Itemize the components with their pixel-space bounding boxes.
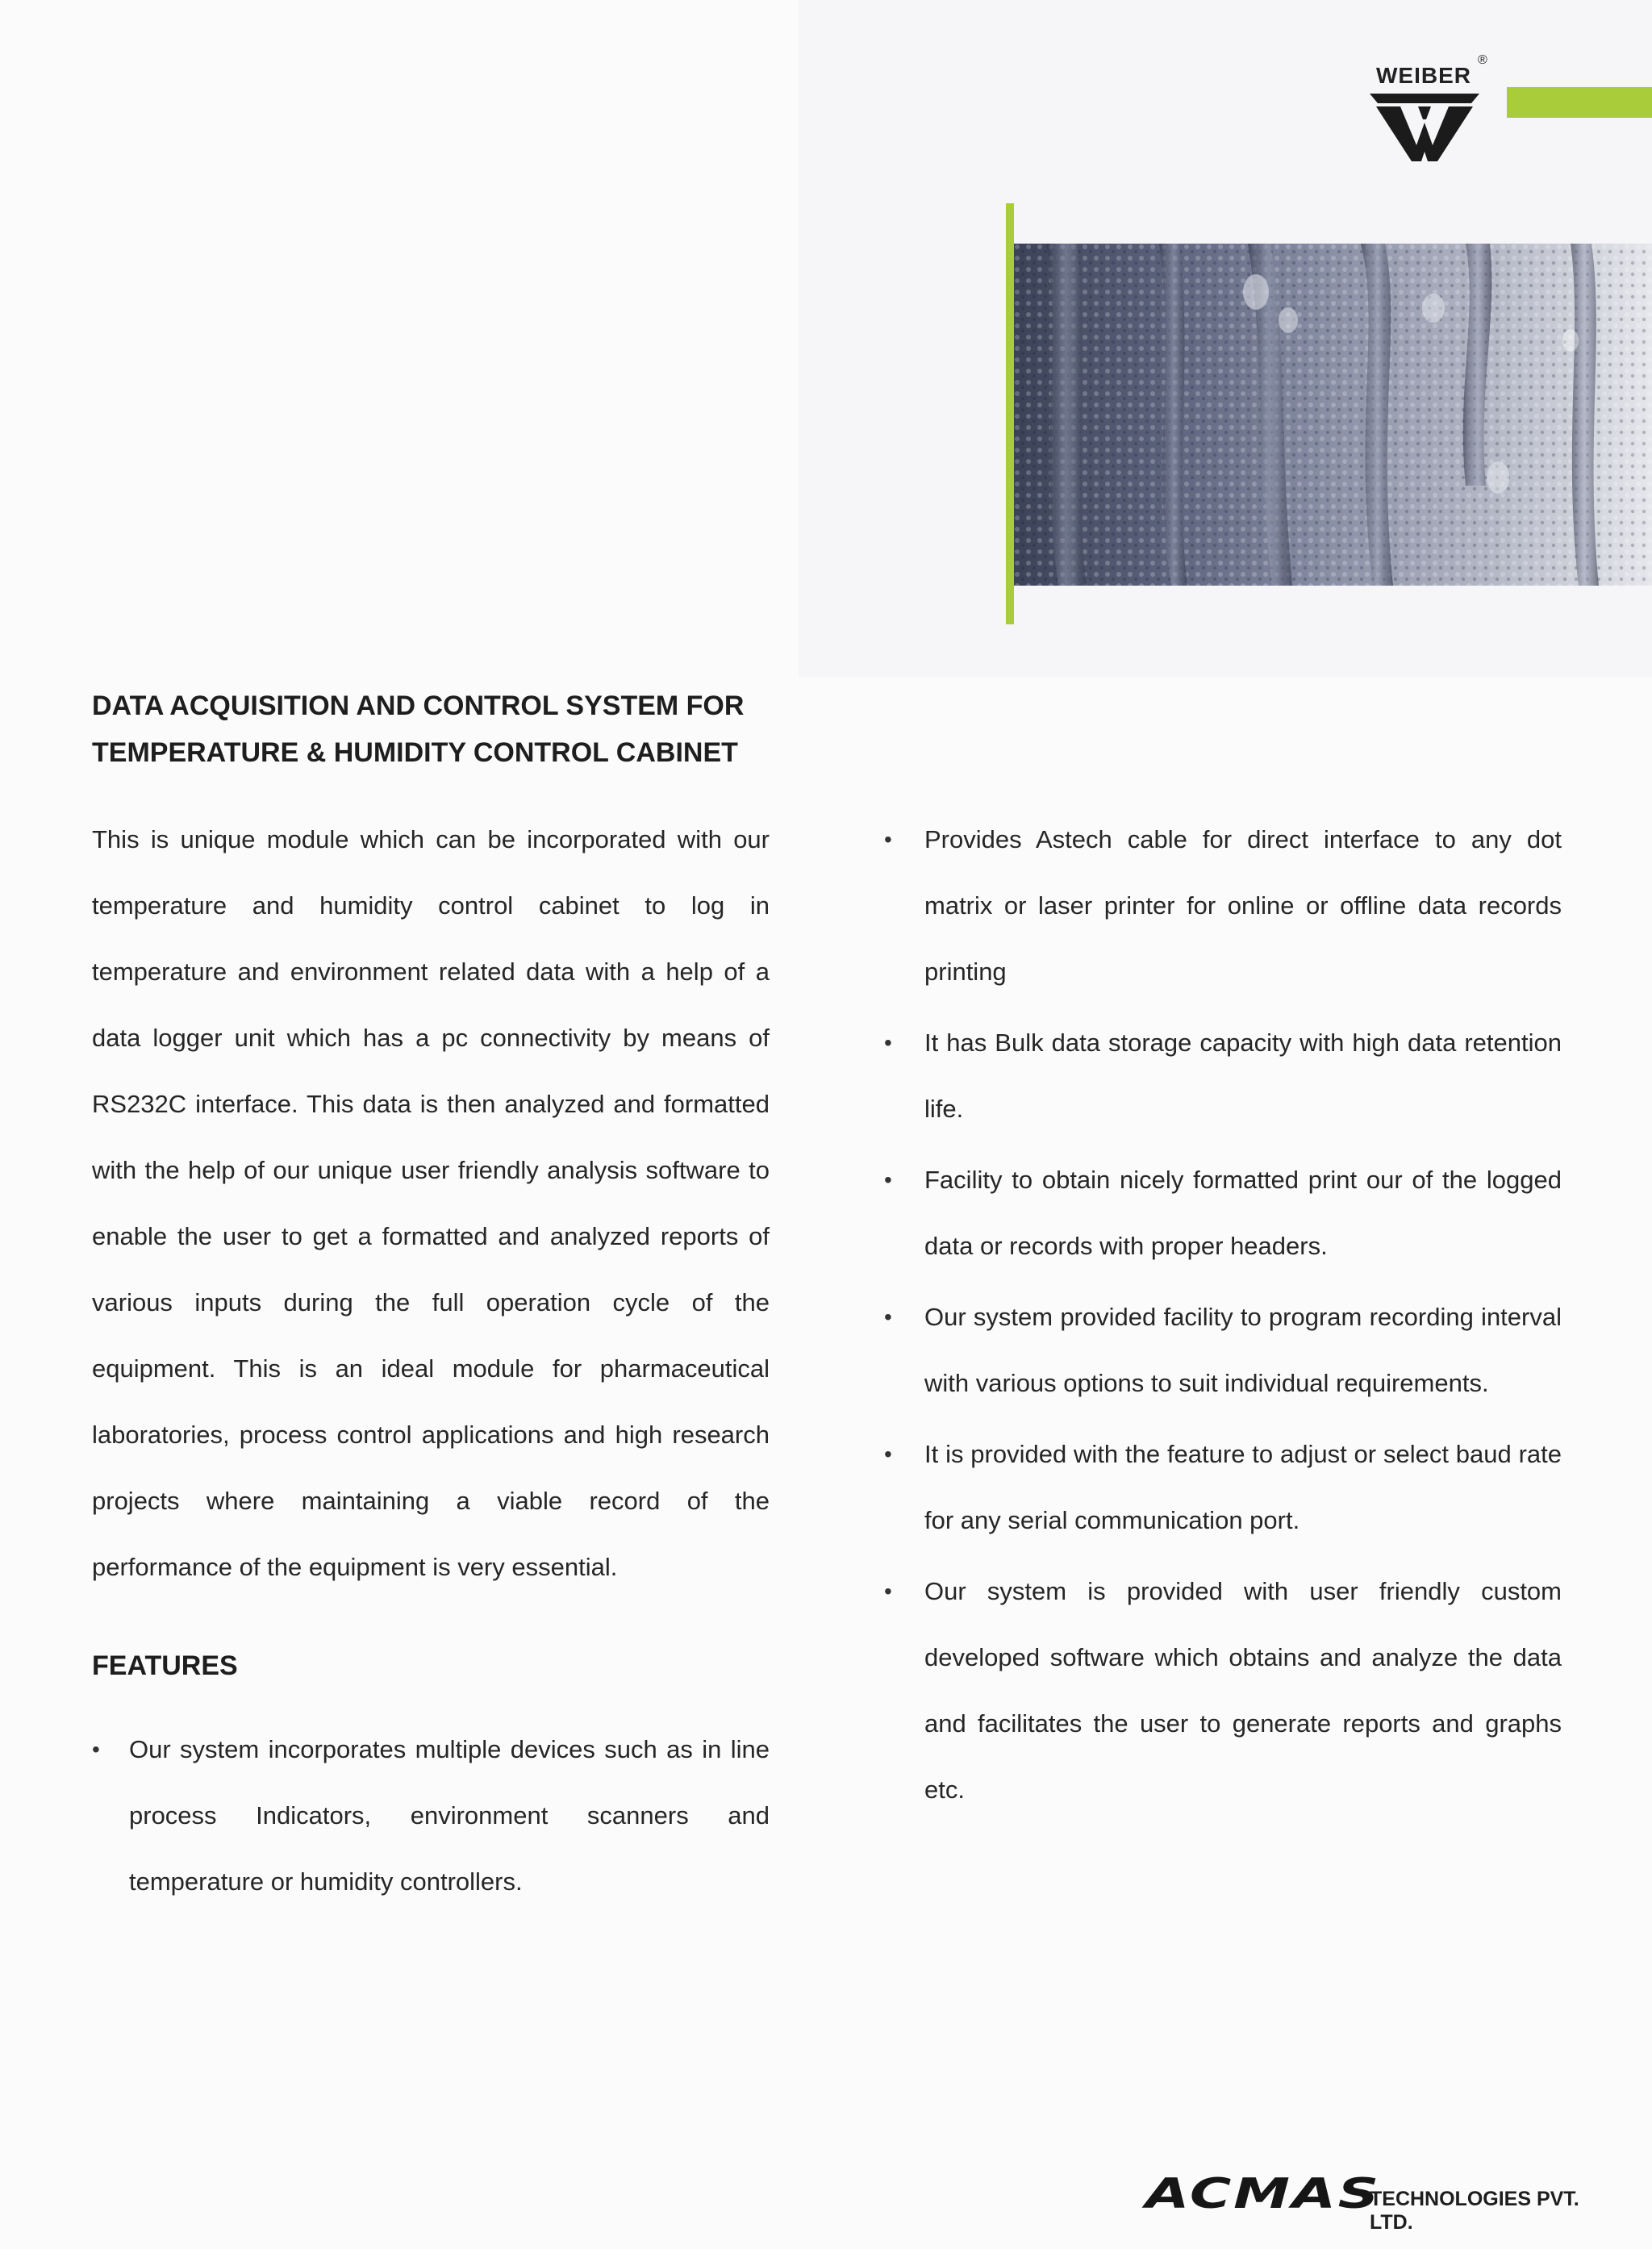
company-suffix: TECHNOLOGIES PVT. LTD. [1370, 2188, 1579, 2234]
feature-text: Our system is provided with user friendly custom developed software which obtains and analyze the data and facilitates the user to generate reports and graphs etc. [924, 1577, 1562, 1804]
bullet-icon: • [884, 1579, 892, 1604]
features-heading: FEATURES [92, 1650, 238, 1681]
bullet-icon: • [884, 1304, 892, 1329]
feature-text: Our system provided facility to program recording interval with various options to suit individual requirements. [924, 1303, 1562, 1397]
feature-text: It has Bulk data storage capacity with high data retention life. [924, 1029, 1562, 1123]
registered-mark: ® [1478, 53, 1487, 67]
page-title [92, 682, 818, 776]
bullet-icon: • [884, 1030, 892, 1055]
feature-text: Our system incorporates multiple devices such as in line process Indicators, environment scanners and temperature or humidity controllers. [129, 1735, 770, 1896]
list-item [884, 1558, 1562, 1823]
weiber-logo [1363, 53, 1492, 161]
features-list-right [884, 807, 1562, 1828]
condensation-photo [1014, 244, 1652, 586]
features-list-left [92, 1717, 770, 1915]
feature-text: Provides Astech cable for direct interface to any dot matrix or laser printer for online or offline data records printing [924, 825, 1562, 986]
water-droplets-image [1014, 244, 1652, 586]
list-item [884, 1421, 1562, 1554]
list-item [884, 1147, 1562, 1279]
bullet-icon: • [884, 827, 892, 852]
acmas-logo: ACMAS [1145, 2170, 1381, 2218]
bullet-icon: • [884, 1167, 892, 1192]
accent-tab [1507, 87, 1652, 118]
list-item [884, 1010, 1562, 1142]
title-line-2: TEMPERATURE & HUMIDITY CONTROL CABINET [92, 737, 738, 768]
list-item [884, 807, 1562, 1005]
feature-text: It is provided with the feature to adjust or select baud rate for any serial communication port. [924, 1440, 1562, 1534]
photo-accent-bar [1006, 203, 1014, 624]
list-item [92, 1717, 770, 1915]
title-line-1: DATA ACQUISITION AND CONTROL SYSTEM FOR [92, 691, 745, 721]
feature-text: Facility to obtain nicely formatted print our of the logged data or records with proper headers. [924, 1166, 1562, 1260]
bullet-icon: • [92, 1737, 100, 1762]
footer-brand [1145, 2170, 1597, 2234]
list-item [884, 1284, 1562, 1417]
bullet-icon: • [884, 1442, 892, 1467]
intro-paragraph: This is unique module which can be incorporated with our temperature and humidity control cabinet to log in temperature and environment related data with a help of a data logger unit which has a pc connectivity by means of RS232C interface. This data is then analyzed and formatted with the help of our unique user friendly analysis software to enable the user to get a formatted and analyzed reports of various inputs during the full operation cycle of the equipment. This is an ideal module for pharmaceutical laboratories, process control applications and high research projects where maintaining a viable record of the performance of the equipment is very essential. [92, 825, 770, 1581]
w-emblem-icon [1370, 89, 1479, 161]
logo-wordmark: WEIBER [1376, 63, 1471, 88]
